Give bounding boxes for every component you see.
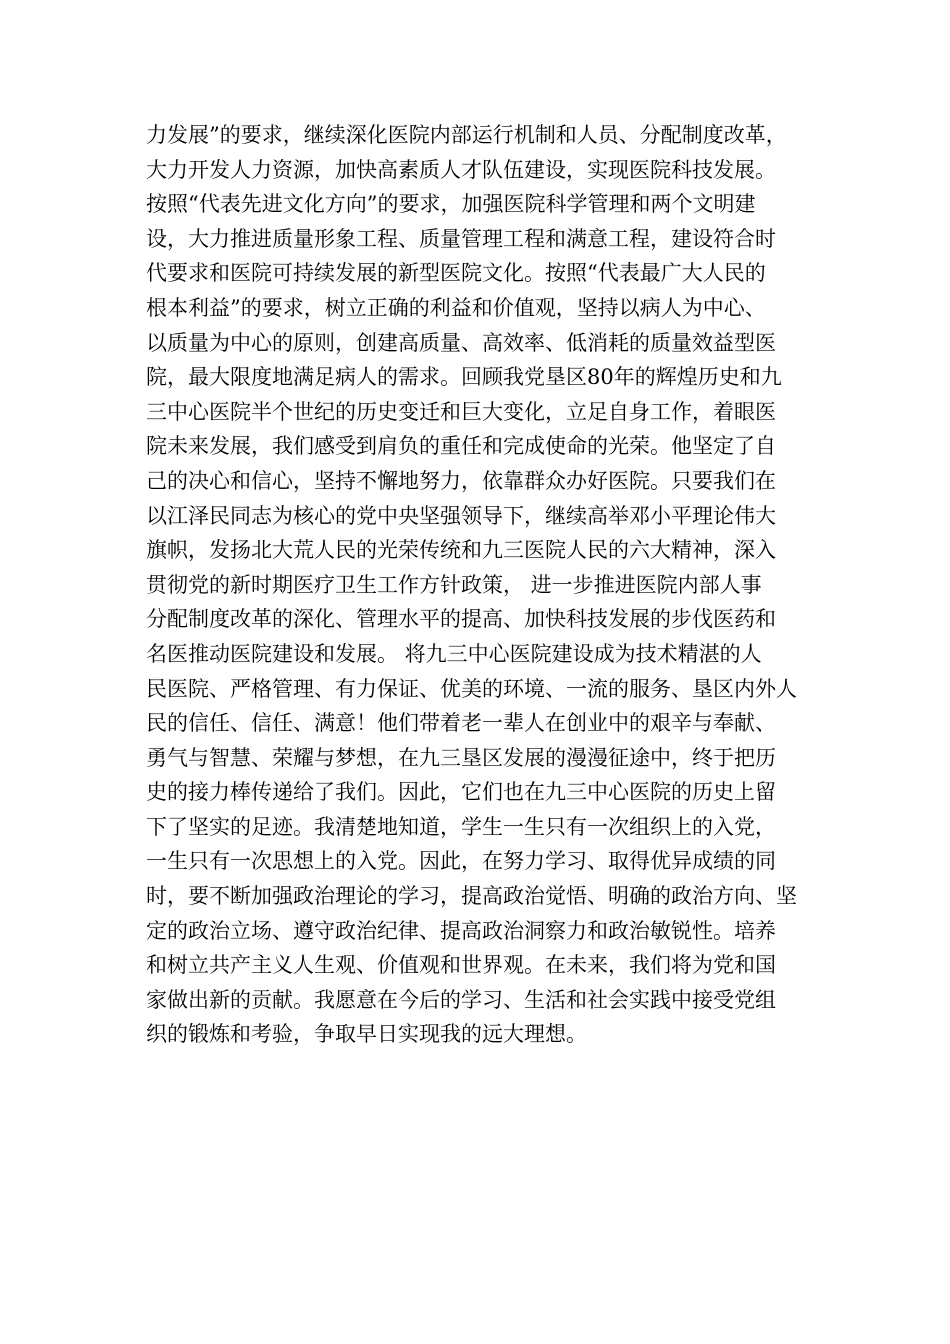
text-line-2: 大力开发人力资源，加快高素质人才队伍建设，实现医院科技发展。: [146, 157, 776, 182]
text-line-12: 以江泽民同志为核心的党中央坚强领导下，继续高举邓小平理论伟大: [146, 503, 776, 528]
text-line-16: 名医推动医院建设和发展。 将九三中心医院建设成为技术精湛的人: [146, 641, 762, 666]
text-line-10: 院未来发展，我们感受到肩负的重任和完成使命的光荣。他坚定了自: [146, 434, 776, 459]
text-line-8: 院，最大限度地满足病人的需求。回顾我党垦区80年的辉煌历史和九: [146, 365, 782, 390]
body-text: [146, 118, 846, 1052]
text-line-11: 己的决心和信心，坚持不懈地努力，依靠群众办好医院。只要我们在: [146, 468, 776, 493]
text-line-9: 三中心医院半个世纪的历史变迁和巨大变化，立足自身工作，着眼医: [146, 399, 776, 424]
text-line-7: 以质量为中心的原则，创建高质量、高效率、低消耗的质量效益型医: [146, 330, 776, 355]
text-line-4: 设，大力推进质量形象工程、质量管理工程和满意工程，建设符合时: [146, 226, 776, 251]
text-line-21: 下了坚实的足迹。我清楚地知道，学生一生只有一次组织上的入党，: [146, 814, 776, 839]
text-line-27: 织的锻炼和考验，争取早日实现我的远大理想。: [146, 1022, 587, 1047]
text-line-1: 力发展”的要求，继续深化医院内部运行机制和人员、分配制度改革，: [146, 123, 787, 147]
text-line-19: 勇气与智慧、荣耀与梦想，在九三垦区发展的漫漫征途中，终于把历: [146, 745, 776, 770]
text-line-13: 旗帜，发扬北大荒人民的光荣传统和九三医院人民的六大精神，深入: [146, 538, 776, 563]
text-line-22: 一生只有一次思想上的入党。因此，在努力学习、取得优异成绩的同: [146, 849, 776, 874]
text-line-3: 按照“代表先进文化方向”的要求，加强医院科学管理和两个文明建: [146, 192, 756, 217]
text-line-23: 时，要不断加强政治理论的学习，提高政治觉悟、明确的政治方向、坚: [146, 884, 797, 909]
text-line-15: 分配制度改革的深化、管理水平的提高、加快科技发展的步伐医药和: [146, 607, 776, 632]
text-line-20: 史的接力棒传递给了我们。因此，它们也在九三中心医院的历史上留: [146, 780, 776, 805]
text-line-26: 家做出新的贡献。我愿意在今后的学习、生活和社会实践中接受党组: [146, 987, 776, 1012]
text-line-25: 和树立共产主义人生观、价值观和世界观。在未来，我们将为党和国: [146, 953, 776, 978]
text-line-18: 民的信任、信任、满意！他们带着老一辈人在创业中的艰辛与奉献、: [146, 711, 776, 736]
text-line-5: 代要求和医院可持续发展的新型医院文化。按照“代表最广大人民的: [146, 261, 766, 286]
text-line-24: 定的政治立场、遵守政治纪律、提高政治洞察力和政治敏锐性。培养: [146, 918, 776, 943]
text-line-14: 贯彻党的新时期医疗卫生工作方针政策， 进一步推进医院内部人事: [146, 572, 762, 597]
text-line-6: 根本利益”的要求，树立正确的利益和价值观，坚持以病人为中心、: [146, 295, 766, 320]
text-line-17: 民医院、严格管理、有力保证、优美的环境、一流的服务、垦区内外人: [146, 676, 797, 701]
